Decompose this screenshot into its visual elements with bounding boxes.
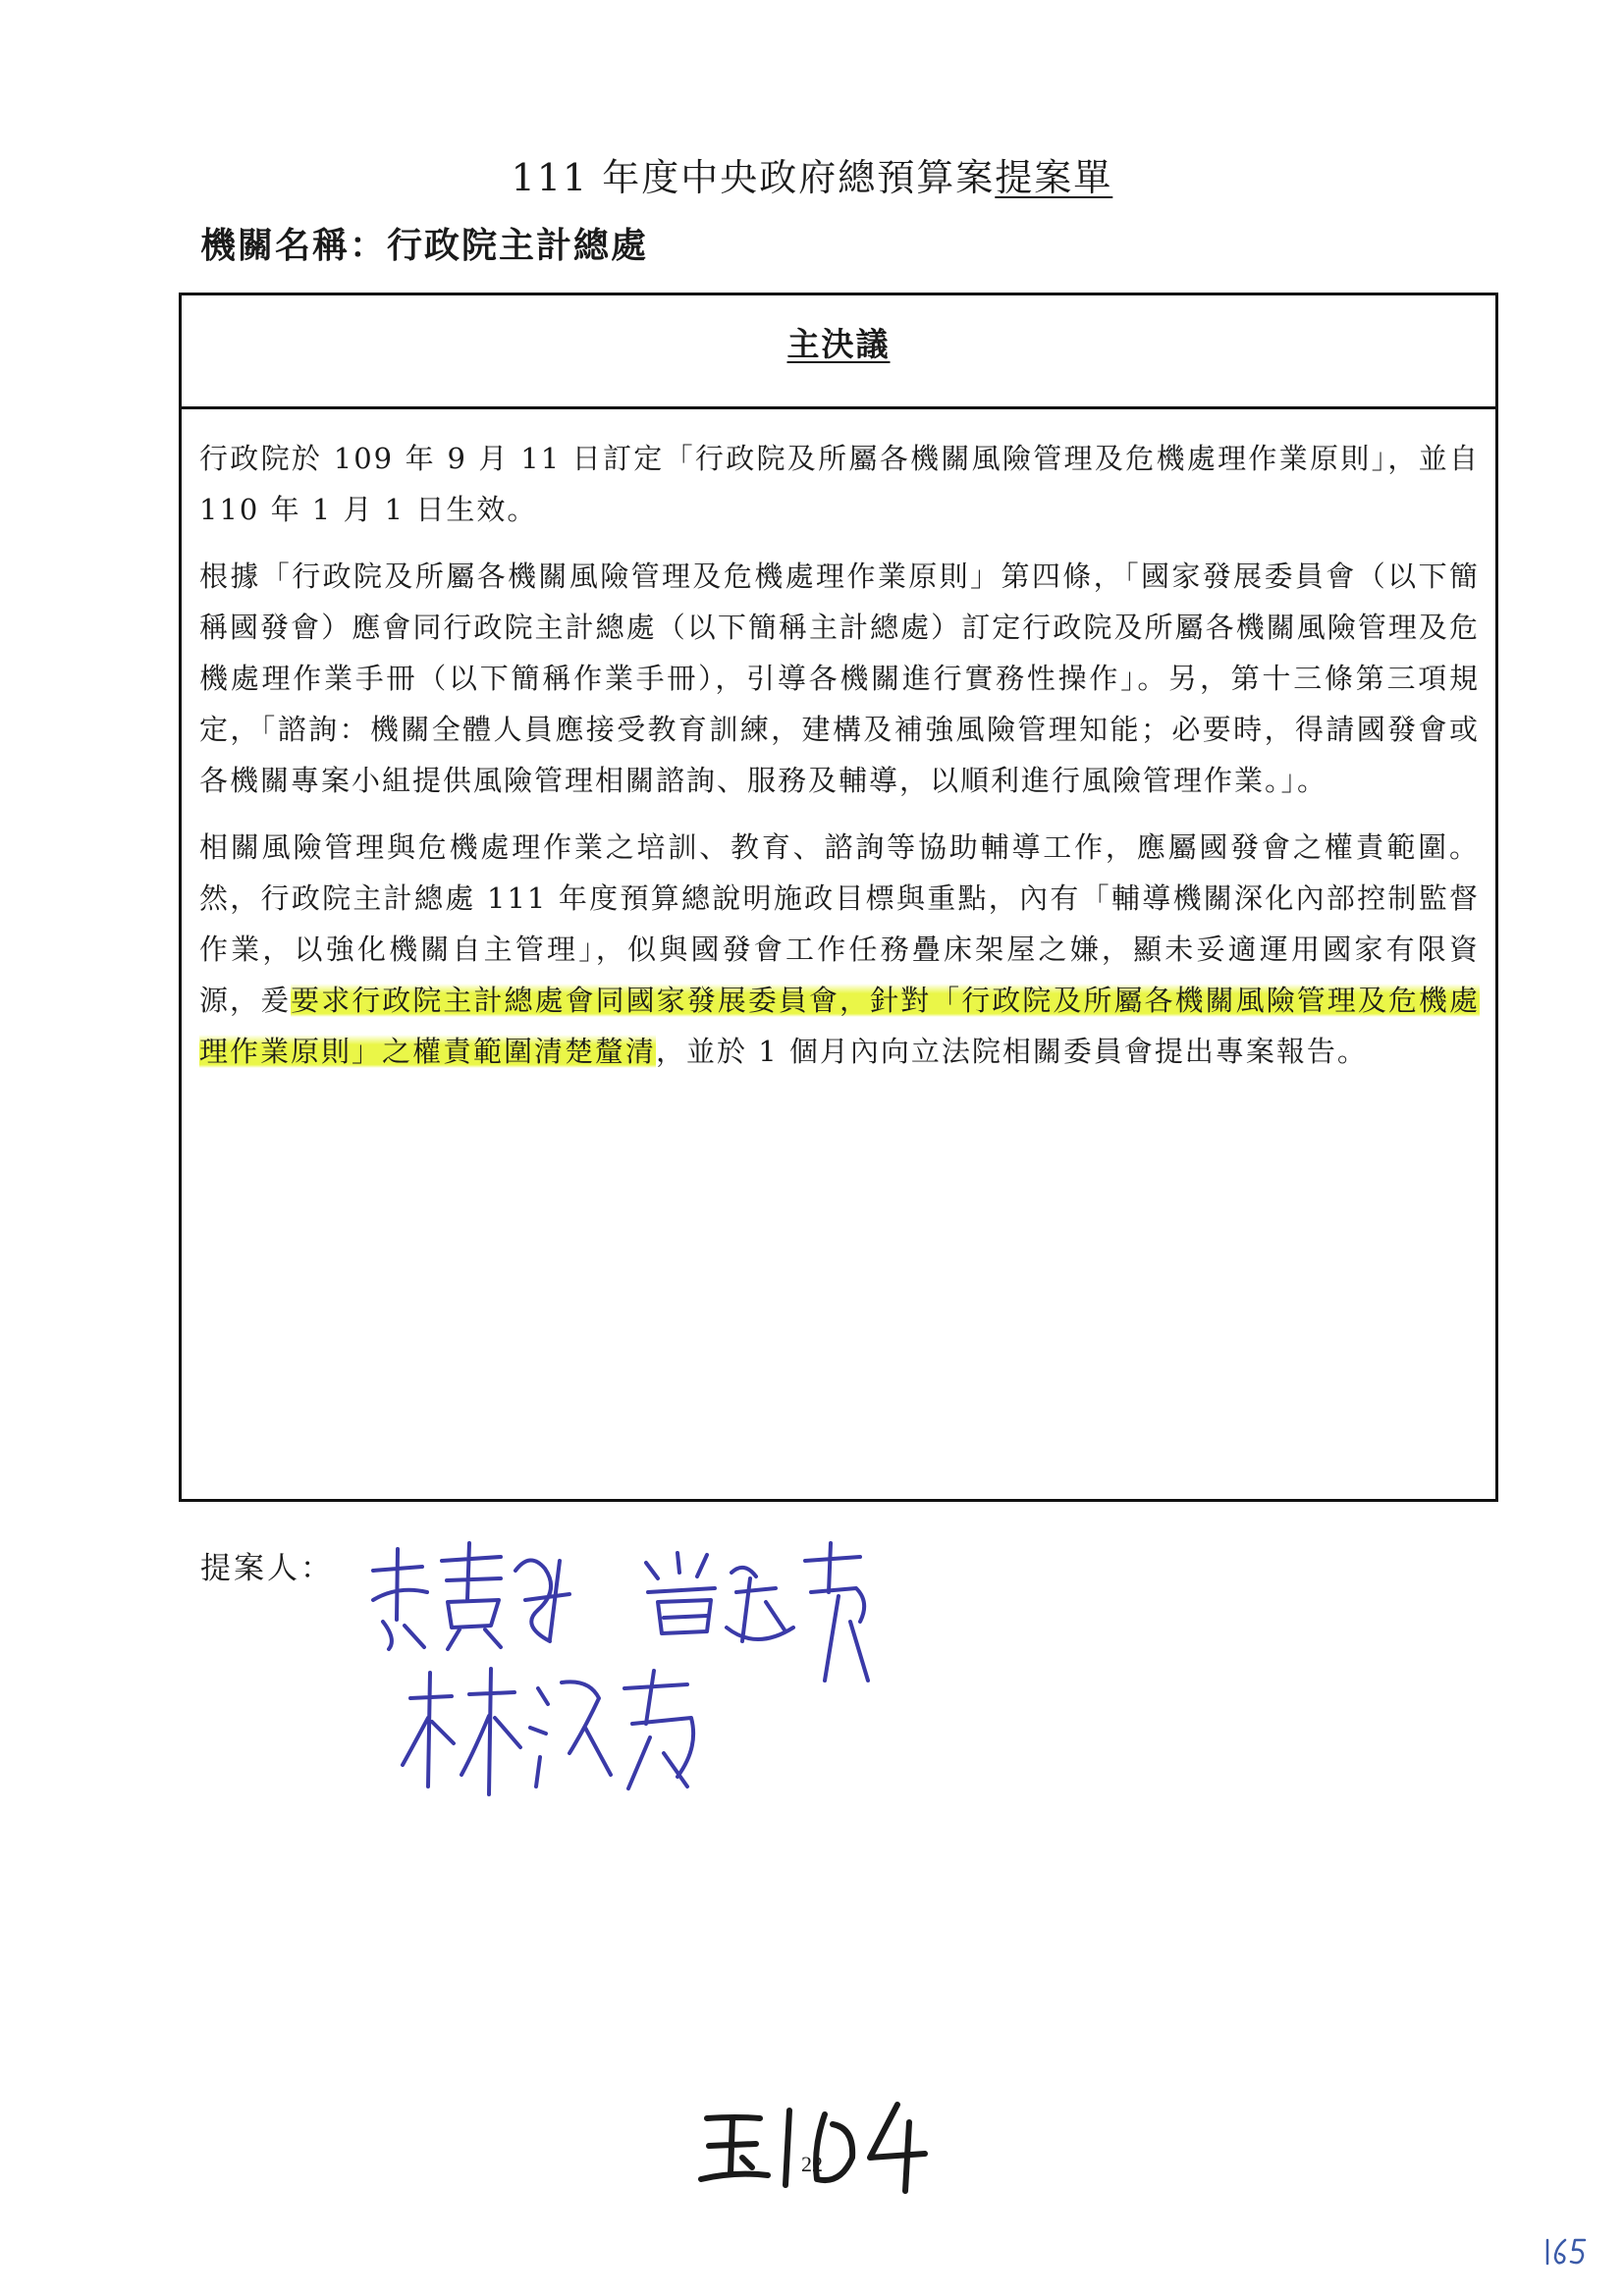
signature-3 bbox=[393, 1659, 717, 1806]
highlighted-text: 要求行政院主計總處會同國家發展委員會，針對「行政院及所屬各機關風險管理及危機處理作業原則」之權責範圍清楚釐清 bbox=[199, 984, 1480, 1068]
document-title-main: 111 年度中央政府總預算案 bbox=[511, 156, 996, 199]
corner-number bbox=[1542, 2234, 1591, 2268]
resolution-header bbox=[182, 295, 1495, 409]
agency-name: 機關名稱：行政院主計總處 bbox=[200, 225, 649, 266]
handwritten-stamp bbox=[687, 2089, 943, 2197]
paragraph-1: 行政院於 109 年 9 月 11 日訂定「行政院及所屬各機關風險管理及危機處理作業原則」，並自 110 年 1 月 1 日生效。 bbox=[199, 442, 1480, 526]
resolution-box bbox=[179, 293, 1498, 1502]
paragraph-3-before: 相關風險管理與危機處理作業之培訓、教育、諮詢等協助輔導工作，應屬國發會之權責範圍。然，行政院主計總處 111 年度預算總說明施政目標與重點，內有「輔導機關深化內部控制監督作業，以強化機關自主管理」，似與國發會工作任務疊床架屋之嫌，顯未妥適運用國家有限資源，爰 bbox=[199, 830, 1480, 1017]
page-number: 22 bbox=[801, 2152, 823, 2176]
resolution-header-label: 主決議 bbox=[786, 325, 891, 363]
document-title bbox=[0, 147, 1624, 201]
paragraph-2: 根據「行政院及所屬各機關風險管理及危機處理作業原則」第四條，「國家發展委員會（以下簡稱國發會）應會同行政院主計總處（以下簡稱主計總處）訂定行政院及所屬各機關風險管理及危機處理作業手冊（以下簡稱作業手冊），引導各機關進行實務性操作」。另，第十三條第三項規定，「諮詢：機關全體人員應接受教育訓練，建構及補強風險管理知能；必要時，得請國發會或各機關專案小組提供風險管理相關諮詢、服務及輔導，以順利進行風險管理作業。」。 bbox=[199, 560, 1480, 797]
signature-1 bbox=[353, 1531, 579, 1659]
paragraph-3 bbox=[199, 822, 1480, 1077]
document-title-underlined: 提案單 bbox=[995, 156, 1113, 199]
resolution-body bbox=[182, 409, 1495, 1077]
proposer-label: 提案人： bbox=[200, 1551, 334, 1586]
paragraph-3-after: ，並於 1 個月內向立法院相關委員會提出專案報告。 bbox=[656, 1035, 1368, 1068]
